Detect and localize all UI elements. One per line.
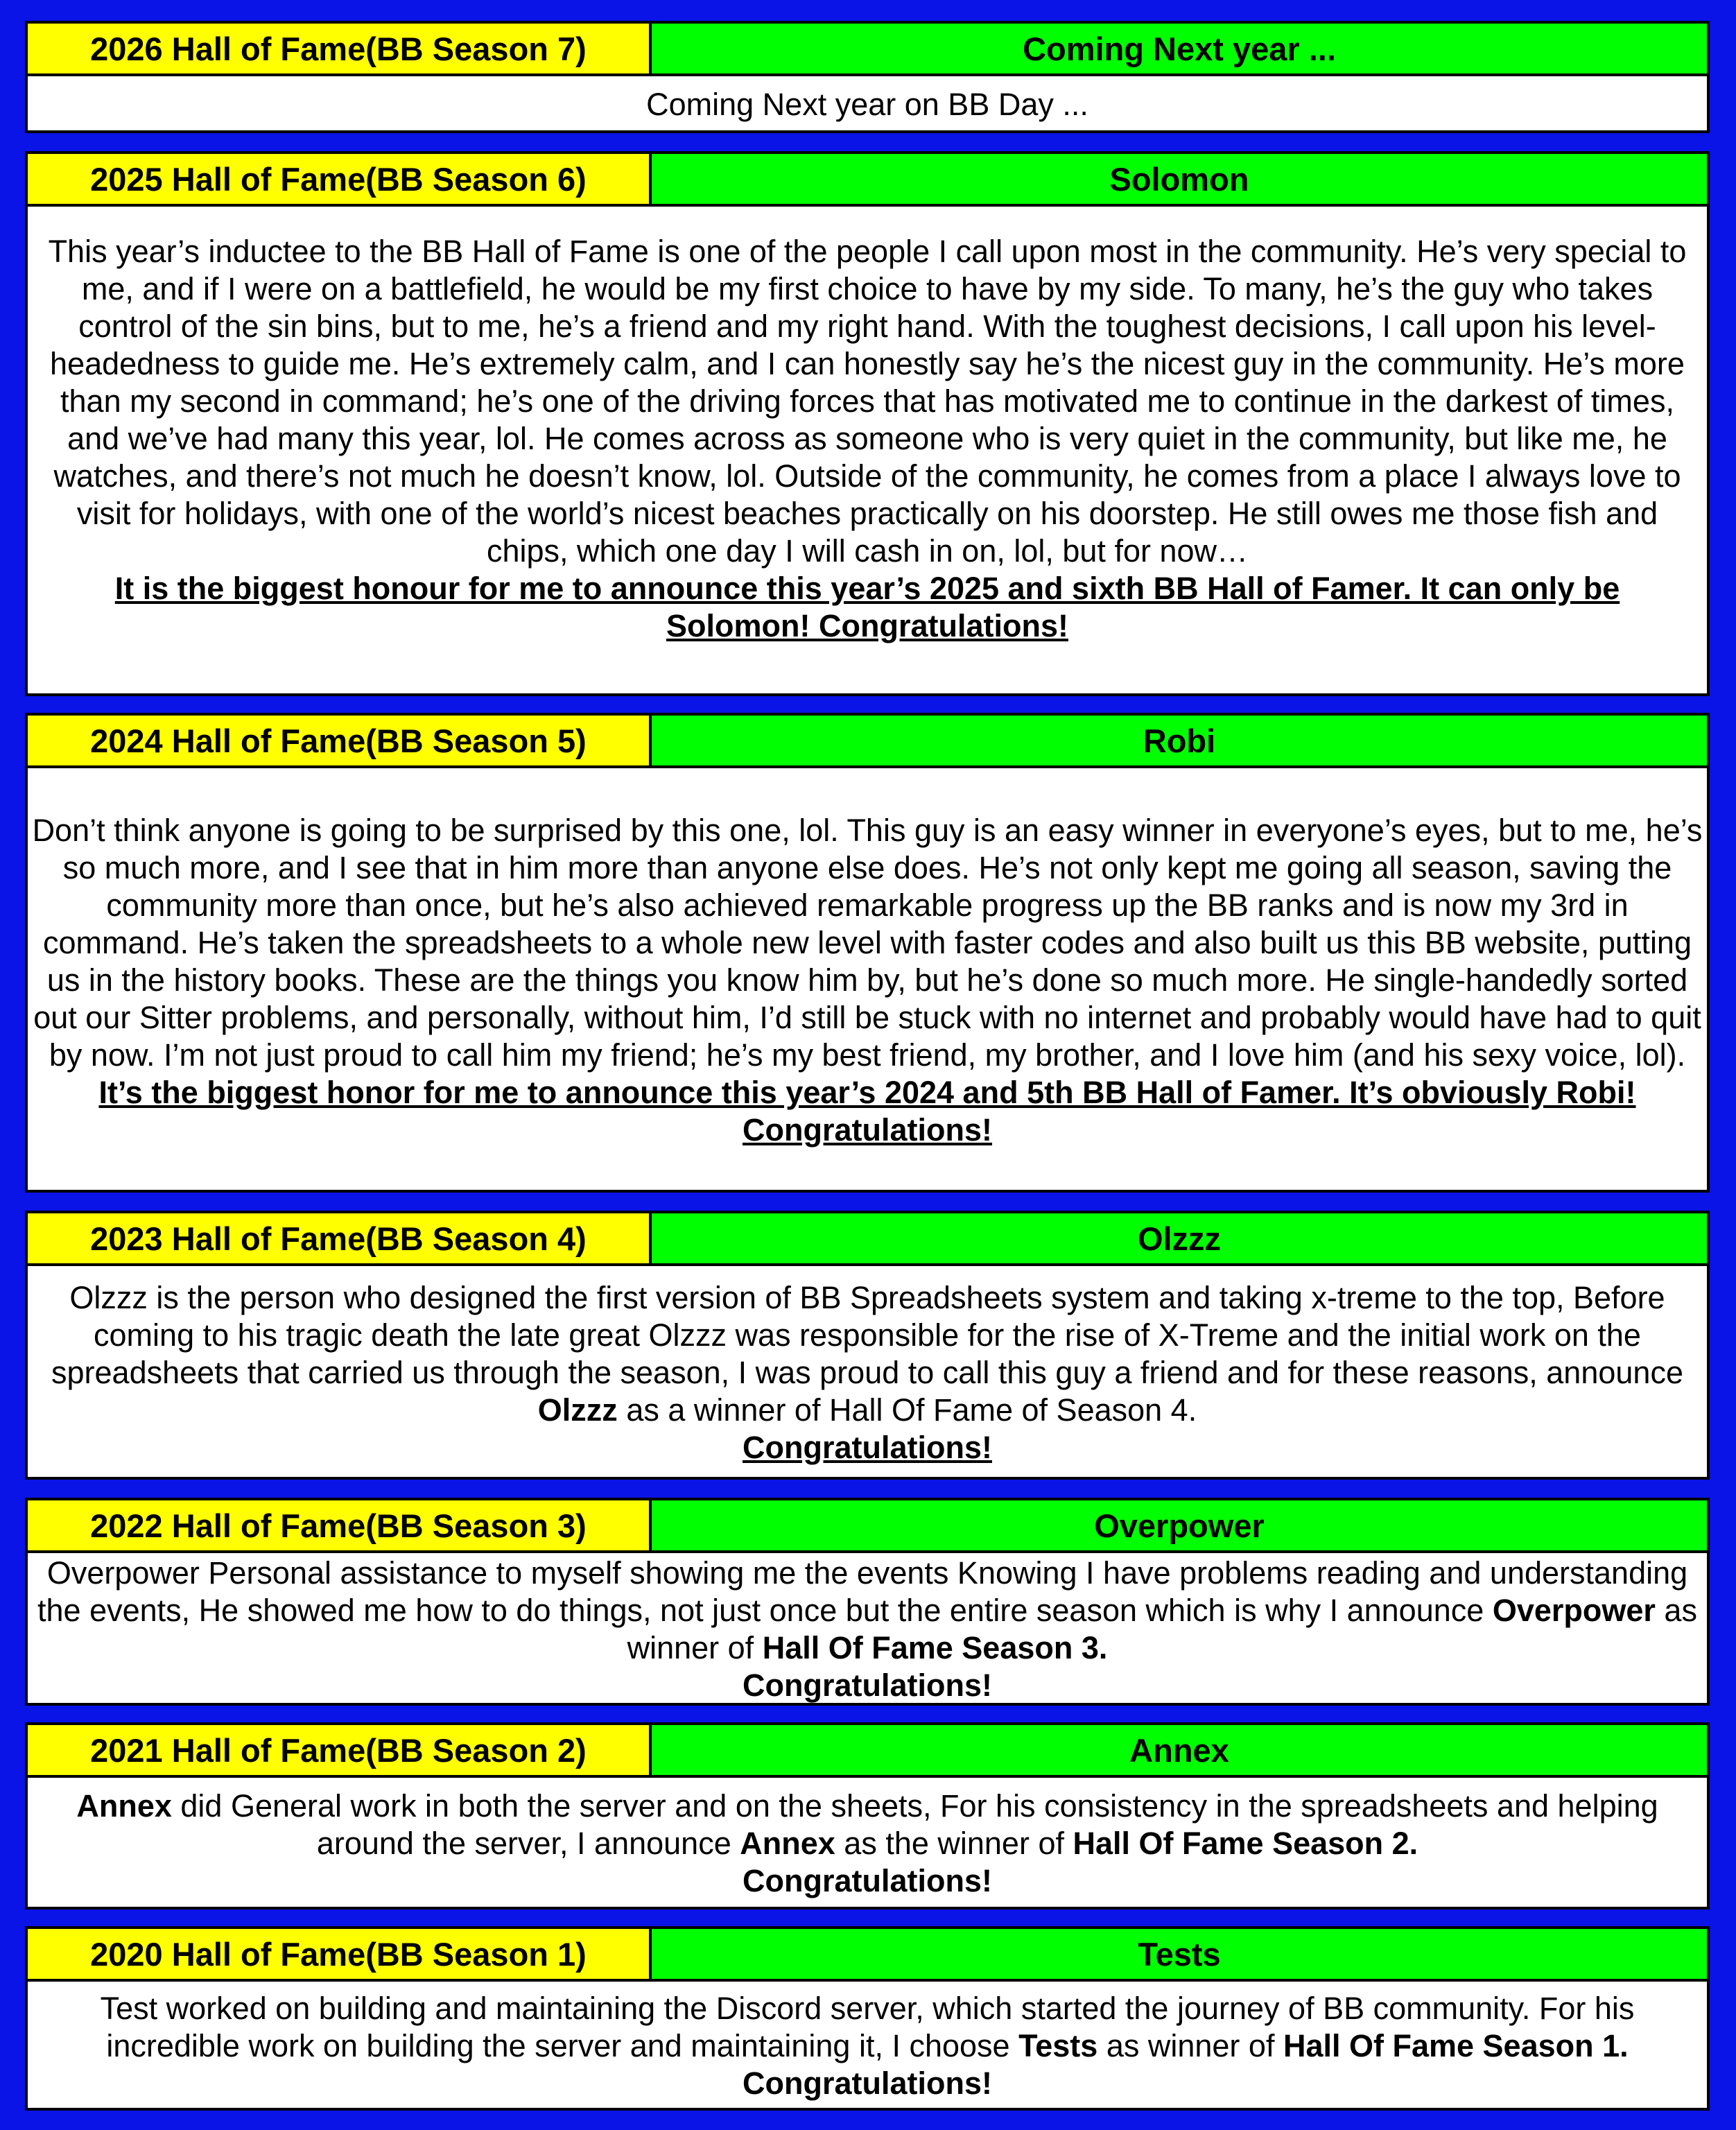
entry-year: 2020 Hall of Fame(BB Season 1) (28, 1929, 652, 1979)
winner-name: Annex (740, 1826, 835, 1861)
congratulations-text: Congratulations! (743, 2066, 992, 2101)
entry-body (28, 207, 1707, 696)
body-text-mid: as winner of (1106, 2028, 1275, 2063)
entry-name: Tests (652, 1929, 1707, 1979)
congratulations-text: Congratulations! (743, 1430, 992, 1465)
entry-year: 2022 Hall of Fame(BB Season 3) (28, 1500, 652, 1550)
body-text-pre: Overpower Personal assistance to myself showing me the events Knowing I have problems reading and understanding the events, He showed me how to do things, not just once but the entire season which is why I announce (37, 1555, 1688, 1628)
entry-year: 2024 Hall of Fame(BB Season 5) (28, 716, 652, 765)
entry-header (28, 24, 1707, 76)
entry-name: Solomon (652, 154, 1707, 204)
entry-year: 2021 Hall of Fame(BB Season 2) (28, 1725, 652, 1775)
entry-2020 (25, 1926, 1710, 2111)
entry-body-text: Don’t think anyone is going to be surprised by this one, lol. This guy is an easy winner in everyone’s eyes, but to me, he’s so much more, and I see that in him more than anyone else does. He’s not only kept me going all season, saving the community more than once, but he’s also achieved remarkable progress up the BB ranks and is now my 3rd in command. He’s taken the spreadsheets to a whole new level with faster codes and also built us this BB website, putting us in the history books. These are the things you know him by, but he’s done so much more. He single-handedly sorted out our Sitter problems, and personally, without him, I’d still be stuck with no internet and probably would have had to quit by now. I’m not just proud to call him my friend; he’s my best friend, my brother, and I love him (and his sexy voice, lol). (32, 813, 1703, 1073)
entry-header (28, 1213, 1707, 1266)
entry-year: 2023 Hall of Fame(BB Season 4) (28, 1213, 652, 1263)
body-text-pre: Olzzz is the person who designed the first version of BB Spreadsheets system and taking x-treme to the top, Before coming to his tragic death the late great Olzzz was responsible for the rise of X-Treme and the initial work on the spreadsheets that carried us through the season, I was proud to call this guy a friend and for these reasons, announce (51, 1280, 1683, 1390)
award-name: Hall Of Fame Season 2. (1073, 1826, 1418, 1861)
body-text-pre: Test worked on building and maintaining the Discord server, which started the journey of BB community. For his incredible work on building the server and maintaining it, I choose (100, 1991, 1635, 2063)
entry-name: Olzzz (652, 1213, 1707, 1263)
award-name: Hall Of Fame Season 3. (762, 1630, 1108, 1665)
entry-body (28, 1553, 1707, 1706)
entry-name: Robi (652, 716, 1707, 765)
entry-header (28, 154, 1707, 207)
entry-name: Annex (652, 1725, 1707, 1775)
body-text-pre: did General work in both the server and on the sheets, For his consistency in the spreadsheets and helping around the server, I announce (180, 1788, 1658, 1861)
entry-header (28, 1929, 1707, 1982)
entry-2023 (25, 1211, 1710, 1480)
entry-name: Overpower (652, 1500, 1707, 1550)
entry-body (28, 76, 1707, 133)
entry-body (28, 1778, 1707, 1910)
entry-body-text: This year’s inductee to the BB Hall of Fame is one of the people I call upon most in the community. He’s very special to me, and if I were on a battlefield, he would be my first choice to have by my side. To many, he’s the guy who takes control of the sin bins, but to me, he’s a friend and my right hand. With the toughest decisions, I call upon his level-headedness to guide me. He’s extremely calm, and I can honestly say he’s the nicest guy in the community. He’s more than my second in command; he’s one of the driving forces that has motivated me to continue in the darkest of times, and we’ve had many this year, lol. He comes across as someone who is very quiet in the community, but like me, he watches, and there’s not much he doesn’t know, lol. Outside of the community, he comes from a place I always love to visit for holidays, with one of the world’s nicest beaches practically on his doorstep. He still owes me those fish and chips, which one day I will cash in on, lol, but for now… (48, 234, 1687, 569)
entry-body-text (32, 1279, 1703, 1429)
entry-body-text (32, 1990, 1703, 2065)
winner-name: Olzzz (537, 1392, 618, 1428)
entry-2022 (25, 1498, 1710, 1706)
body-text-mid: as winner of (627, 1593, 1697, 1665)
entry-header (28, 716, 1707, 768)
entry-header (28, 1725, 1707, 1778)
entry-body-text (32, 1555, 1703, 1667)
entry-year: 2025 Hall of Fame(BB Season 6) (28, 154, 652, 204)
winner-name: Tests (1018, 2028, 1098, 2063)
body-text-post: as a winner of Hall Of Fame of Season 4. (626, 1392, 1197, 1428)
winner-name: Overpower (1492, 1593, 1656, 1628)
winner-name: Annex (76, 1788, 172, 1824)
entry-name: Coming Next year ... (652, 24, 1707, 73)
entry-body (28, 1982, 1707, 2111)
entry-announcement: It’s the biggest honor for me to announce this year’s 2024 and 5th BB Hall of Famer. It’s obviously Robi! Congratulations! (98, 1075, 1636, 1148)
entry-2026 (25, 21, 1710, 133)
entry-body (28, 768, 1707, 1193)
entry-2021 (25, 1722, 1710, 1910)
award-name: Hall Of Fame Season 1. (1283, 2028, 1629, 2063)
body-text-mid: as the winner of (844, 1826, 1064, 1861)
congratulations-text: Congratulations! (743, 1668, 992, 1703)
entry-announcement: It is the biggest honour for me to announce this year’s 2025 and sixth BB Hall of Famer. It can only be Solomon! Congratulations! (114, 571, 1620, 643)
congratulations-text: Congratulations! (743, 1863, 992, 1898)
entry-body-text (32, 1787, 1703, 1862)
entry-body (28, 1266, 1707, 1480)
entry-body-text: Coming Next year on BB Day ... (646, 87, 1088, 122)
entry-header (28, 1500, 1707, 1553)
entry-year: 2026 Hall of Fame(BB Season 7) (28, 24, 652, 73)
entry-2024 (25, 713, 1710, 1193)
entry-2025 (25, 151, 1710, 696)
